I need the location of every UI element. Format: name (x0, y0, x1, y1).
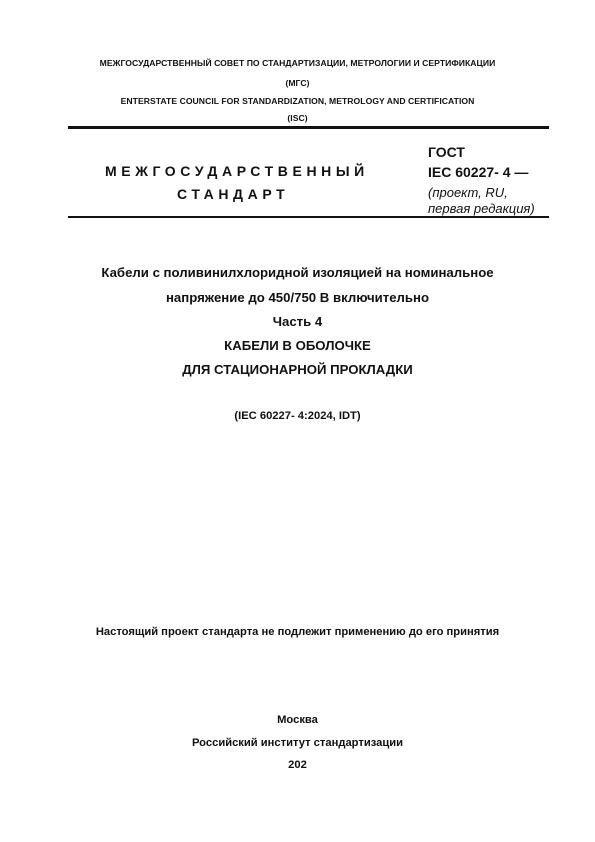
standard-type-line1: МЕЖГОСУДАРСТВЕННЫЙ (105, 163, 369, 179)
gost-number: IEC 60227- 4 — (428, 164, 529, 180)
draft-notice: Настоящий проект стандарта не подлежит применению до его принятия (95, 626, 500, 638)
council-name-en: ENTERSTATE COUNCIL FOR STANDARDIZATION, METROLOGY AND CERTIFICATION (120, 96, 475, 106)
footer-year: 202 (288, 759, 307, 771)
header-rule (68, 126, 549, 129)
gost-label: ГОСТ (428, 144, 465, 160)
council-abbr-en: (ISC) (287, 113, 308, 123)
council-name-ru: МЕЖГОСУДАРСТВЕННЫЙ СОВЕТ ПО СТАНДАРТИЗАЦИИ, МЕТРОЛОГИИ И СЕРТИФИКАЦИИ (99, 58, 496, 68)
footer-city: Москва (277, 714, 318, 726)
title-line2: напряжение до 450/750 В включительно (165, 290, 430, 305)
title-line1: Кабели с поливинилхлоридной изоляцией на номинальное (101, 265, 494, 280)
standard-type-line2: СТАНДАРТ (177, 186, 290, 202)
council-abbr-ru: (МГС) (285, 78, 310, 88)
subtitle-line1: КАБЕЛИ В ОБОЛОЧКЕ (224, 338, 371, 353)
footer-publisher: Российский институт стандартизации (192, 737, 403, 749)
subtitle-line2: ДЛЯ СТАЦИОНАРНОЙ ПРОКЛАДКИ (182, 362, 413, 377)
draft-note-line1: (проект, RU, (428, 185, 508, 200)
title-part: Часть 4 (272, 314, 323, 329)
iec-reference: (IEC 60227- 4:2024, IDT) (234, 410, 361, 422)
draft-note-line2: первая редакция) (428, 201, 535, 216)
standard-rule (68, 216, 549, 218)
